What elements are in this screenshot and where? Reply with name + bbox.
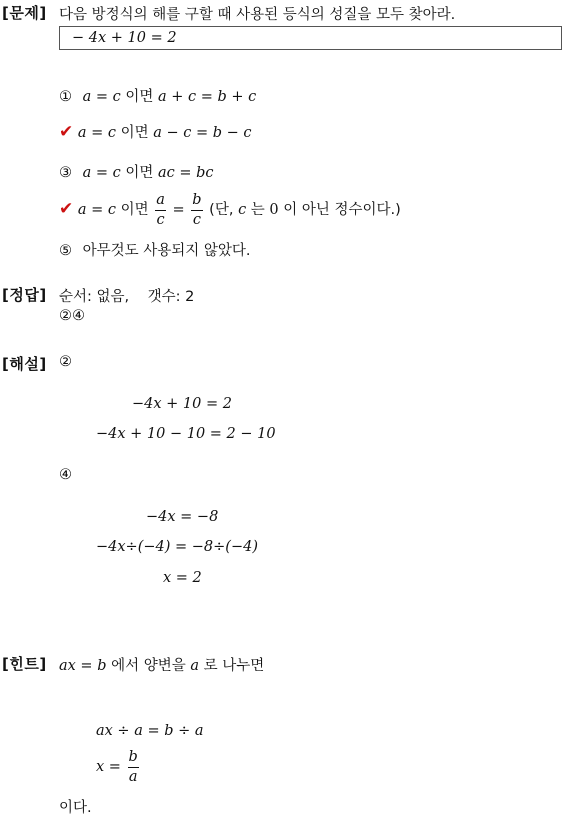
problem-equation: − 4x + 10 = 2 xyxy=(72,30,177,46)
explanation-marker-1: ② xyxy=(59,354,72,370)
hint-line xyxy=(59,654,264,675)
explanation-step: −4x÷(−4) = −8÷(−4) xyxy=(96,539,258,555)
option-4-note-var: c xyxy=(238,202,247,218)
hint-var: a xyxy=(190,658,200,674)
fraction-b-over-a: $\frac{b}{a}$ xyxy=(128,749,138,785)
option-5-text: 아무것도 사용되지 않았다. xyxy=(82,243,251,259)
option-4-word: 이면 xyxy=(120,202,149,218)
option-1-condition: a = c xyxy=(82,89,121,105)
hint-lhs: x = xyxy=(96,759,121,775)
explanation-step: −4x = −8 xyxy=(146,509,219,525)
answer-tag: [정답] xyxy=(2,286,47,304)
option-5 xyxy=(59,239,251,260)
option-2-word: 이면 xyxy=(120,125,149,141)
hint-tag: [힌트] xyxy=(2,655,47,673)
hint-closing: 이다. xyxy=(59,800,92,816)
option-1 xyxy=(59,85,256,106)
option-3-word: 이면 xyxy=(125,165,154,181)
option-4-equals: = xyxy=(172,202,185,218)
option-3-condition: a = c xyxy=(82,165,121,181)
option-2-result: a − c = b − c xyxy=(153,125,252,141)
option-3-result: ac = bc xyxy=(157,165,214,181)
fraction-b-over-c: $\frac{b}{c}$ xyxy=(192,192,202,228)
option-4-note-open: (단, xyxy=(209,202,234,218)
hint-text-end: 로 나누면 xyxy=(203,658,265,674)
option-4-note-zero: 0 xyxy=(269,202,279,218)
answer-line: 순서: 없음, 갯수: 2 xyxy=(59,289,195,305)
problem-question: 다음 방정식의 해를 구할 때 사용된 등식의 성질을 모두 찾아라. xyxy=(59,7,456,23)
explanation-marker-2: ④ xyxy=(59,467,72,483)
option-4-note-mid: 는 xyxy=(250,202,265,218)
hint-expr: ax = b xyxy=(59,658,107,674)
equation-box xyxy=(59,26,562,50)
fraction-a-over-c: $\frac{a}{c}$ xyxy=(156,192,165,228)
explanation-step: −4x + 10 = 2 xyxy=(132,396,232,412)
option-4-note-end: 이 아닌 정수이다.) xyxy=(283,202,401,218)
hint-text-mid: 에서 양변을 xyxy=(111,658,186,674)
option-1-result: a + c = b + c xyxy=(157,89,257,105)
checkmark-icon: ✔ xyxy=(59,199,74,219)
option-1-marker: ① xyxy=(59,89,72,105)
option-4 xyxy=(59,190,401,229)
option-1-word: 이면 xyxy=(125,89,154,105)
hint-fraction-line xyxy=(96,748,141,786)
option-3 xyxy=(59,161,214,182)
hint-step: ax ÷ a = b ÷ a xyxy=(96,723,204,739)
explanation-step: −4x + 10 − 10 = 2 − 10 xyxy=(96,426,276,442)
option-5-marker: ⑤ xyxy=(59,243,72,259)
answer-choices: ②④ xyxy=(59,308,85,324)
problem-tag: [문제] xyxy=(2,4,47,22)
option-2-condition: a = c xyxy=(77,125,116,141)
explanation-tag: [해설] xyxy=(2,355,47,373)
explanation-step: x = 2 xyxy=(163,570,202,586)
checkmark-icon: ✔ xyxy=(59,122,74,142)
option-4-condition: a = c xyxy=(77,202,116,218)
option-2 xyxy=(59,121,252,142)
option-3-marker: ③ xyxy=(59,165,72,181)
